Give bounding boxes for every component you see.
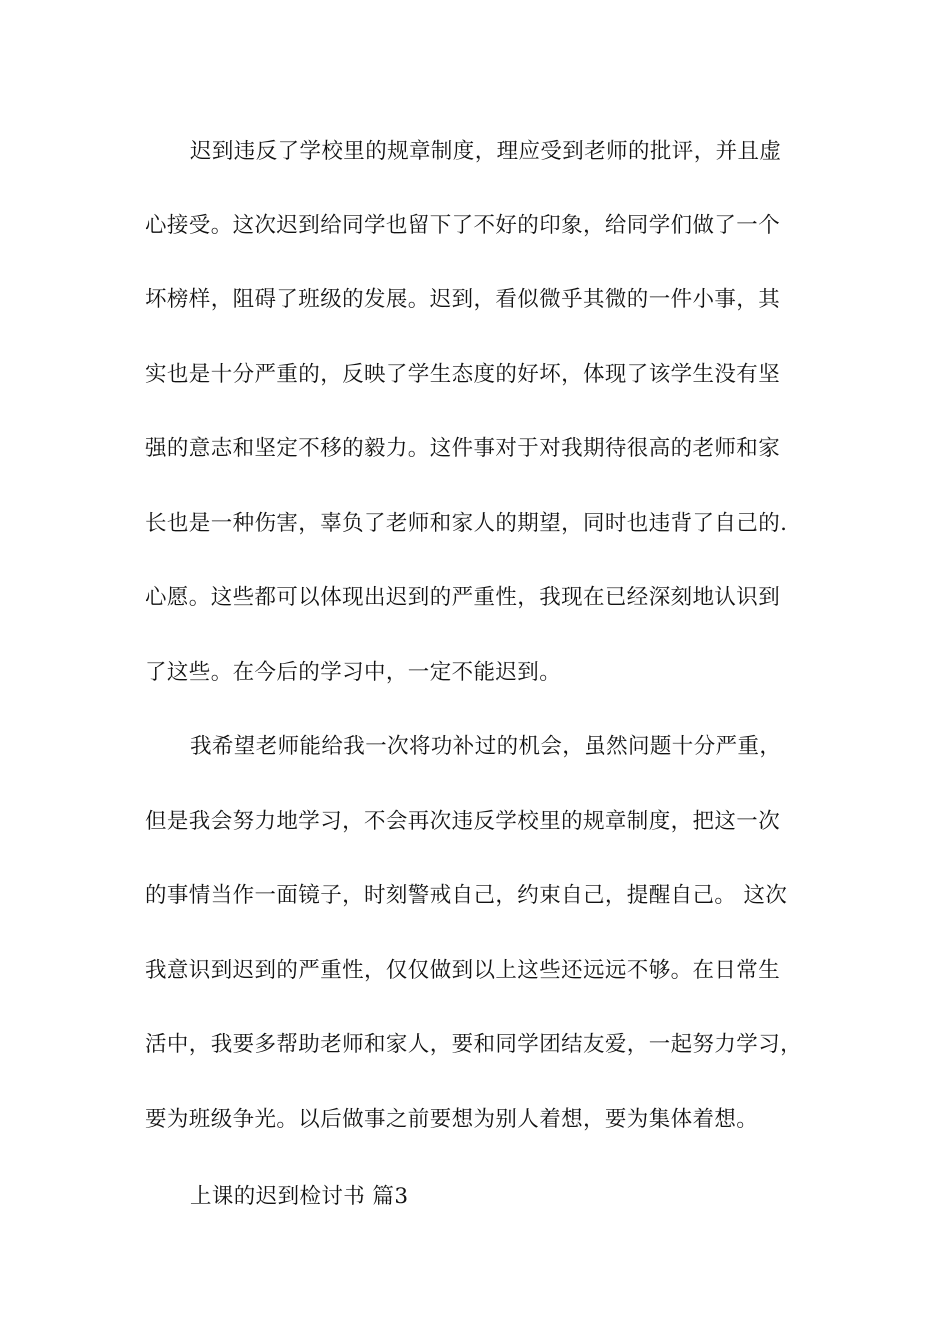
paragraph-line: 了这些。在今后的学习中，一定不能迟到。 [145, 660, 562, 685]
paragraph-line: 坏榜样，阻碍了班级的发展。迟到，看似微乎其微的一件小事，其 [145, 287, 781, 312]
paragraph-line: 心接受。这次迟到给同学也留下了不好的印象，给同学们做了一个 [145, 213, 781, 238]
paragraph-line: 的事情当作一面镜子，时刻警戒自己，约束自己，提醒自己。 这次 [145, 883, 788, 908]
paragraph-line: 长也是一种伤害，辜负了老师和家人的期望，同时也违背了自己的. [145, 511, 788, 536]
paragraph-line: 活中，我要多帮助老师和家人，要和同学团结友爱，一起努力学习， [145, 1032, 803, 1057]
section-heading: 上课的迟到检讨书 篇3 [190, 1184, 409, 1209]
paragraph-line: 迟到违反了学校里的规章制度，理应受到老师的批评，并且虚 [190, 139, 782, 164]
paragraph-line: 我意识到迟到的严重性，仅仅做到以上这些还远远不够。在日常生 [145, 958, 781, 983]
paragraph-line: 实也是十分严重的，反映了学生态度的好坏，体现了该学生没有坚 [145, 362, 781, 387]
paragraph-line: 但是我会努力地学习，不会再次违反学校里的规章制度，把这一次 [145, 809, 781, 834]
paragraph-line: 我希望老师能给我一次将功补过的机会，虽然问题十分严重， [190, 734, 782, 759]
paragraph-line: 强的意志和坚定不移的毅力。这件事对于对我期待很高的老师和家 [145, 436, 781, 461]
paragraph-line: 要为班级争光。以后做事之前要想为别人着想，要为集体着想。 [145, 1107, 759, 1132]
paragraph-line: 心愿。这些都可以体现出迟到的严重性，我现在已经深刻地认识到 [145, 585, 781, 610]
